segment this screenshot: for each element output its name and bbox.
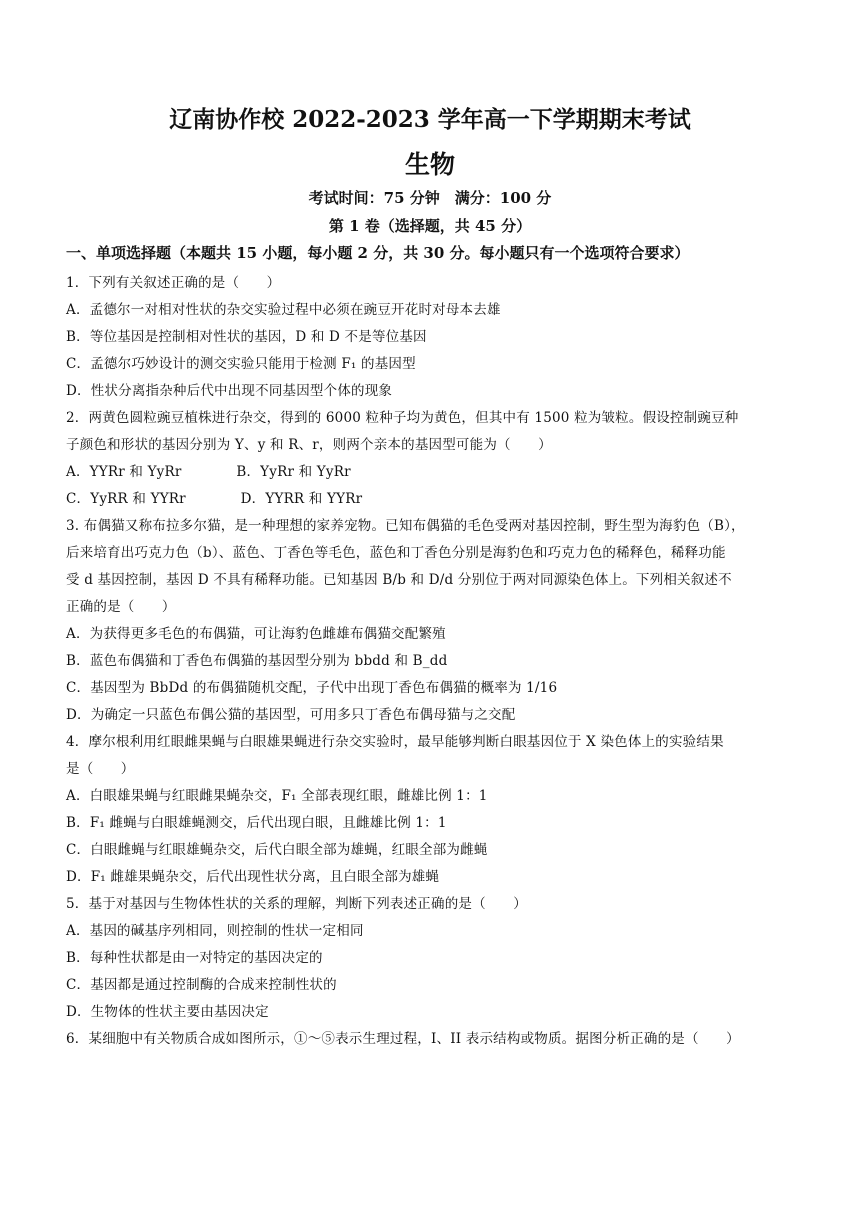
question-line: 是（ ） xyxy=(66,761,135,777)
option-line: B．等位基因是控制相对性状的基因，D 和 D 不是等位基因 xyxy=(66,329,427,345)
option-line: A．白眼雄果蝇与红眼雌果蝇杂交，F₁ 全部表现红眼，雌雄比例 1：1 xyxy=(66,788,488,804)
question-line: 子颜色和形状的基因分别为 Y、y 和 R、r，则两个亲本的基因型可能为（ ） xyxy=(66,437,552,453)
option-line: A．为获得更多毛色的布偶猫，可让海豹色雌雄布偶猫交配繁殖 xyxy=(66,626,446,642)
option-line: B．每种性状都是由一对特定的基因决定的 xyxy=(66,950,323,966)
question-line: 6．某细胞中有关物质合成如图所示，①～⑤表示生理过程，I、II 表示结构或物质。据图分析正确的是（ ） xyxy=(66,1031,740,1047)
option-line: B．F₁ 雌蝇与白眼雄蝇测交，后代出现白眼，且雌雄比例 1：1 xyxy=(66,815,447,831)
exam-info: 考试时间：75 分钟 满分：100 分 xyxy=(308,189,552,207)
section-heading: 一、单项选择题（本题共 15 小题，每小题 2 分，共 30 分。每小题只有一个选项符合要求） xyxy=(66,244,690,262)
question-line: 4．摩尔根利用红眼雌果蝇与白眼雄果蝇进行杂交实验时，最早能够判断白眼基因位于 X 染色体上的实验结果 xyxy=(66,734,724,750)
question-line: 3. 布偶猫又称布拉多尔猫，是一种理想的家养宠物。已知布偶猫的毛色受两对基因控制，野生型为海豹色（B）， xyxy=(66,518,745,534)
option-line: D．F₁ 雌雄果蝇杂交，后代出现性状分离，且白眼全部为雄蝇 xyxy=(66,869,440,885)
question-line: 2．两黄色圆粒豌豆植株进行杂交，得到的 6000 粒种子均为黄色，但其中有 1500 粒为皱粒。假设控制豌豆种 xyxy=(66,410,739,426)
option-line: D．生物体的性状主要由基因决定 xyxy=(66,1004,269,1020)
option-line: C．YyRR 和 YYRr D．YYRR 和 YYRr xyxy=(66,491,363,507)
option-line: D．性状分离指杂种后代中出现不同基因型个体的现象 xyxy=(66,383,393,399)
question-line: 1．下列有关叙述正确的是（ ） xyxy=(66,275,281,291)
exam-title: 辽南协作校 2022-2023 学年高一下学期期末考试 xyxy=(169,106,691,133)
option-line: C．白眼雌蝇与红眼雄蝇杂交，后代白眼全部为雄蝇，红眼全部为雌蝇 xyxy=(66,842,488,858)
option-line: C．基因都是通过控制酶的合成来控制性状的 xyxy=(66,977,337,993)
question-line: 后来培育出巧克力色（b）、蓝色、丁香色等毛色，蓝色和丁香色分别是海豹色和巧克力色的稀释色，稀释功能 xyxy=(66,545,726,561)
option-line: A．基因的碱基序列相同，则控制的性状一定相同 xyxy=(66,923,364,939)
option-line: C．基因型为 BbDd 的布偶猫随机交配，子代中出现丁香色布偶猫的概率为 1/16 xyxy=(66,680,558,696)
volume-heading: 第 1 卷（选择题，共 45 分） xyxy=(328,217,532,235)
option-line: A．YYRr 和 YyRr B．YyRr 和 YyRr xyxy=(66,464,351,480)
option-line: C．孟德尔巧妙设计的测交实验只能用于检测 F₁ 的基因型 xyxy=(66,356,416,372)
option-line: A．孟德尔一对相对性状的杂交实验过程中必须在豌豆开花时对母本去雄 xyxy=(66,302,501,318)
option-line: D．为确定一只蓝色布偶公猫的基因型，可用多只丁香色布偶母猫与之交配 xyxy=(66,707,516,723)
subject-title: 生物 xyxy=(404,150,455,179)
option-line: B．蓝色布偶猫和丁香色布偶猫的基因型分别为 bbdd 和 B_dd xyxy=(66,653,448,669)
question-line: 5．基于对基因与生物体性状的关系的理解，判断下列表述正确的是（ ） xyxy=(66,896,527,912)
question-line: 受 d 基因控制，基因 D 不具有稀释功能。已知基因 B/b 和 D/d 分别位于两对同源染色体上。下列相关叙述不 xyxy=(66,572,732,588)
question-line: 正确的是（ ） xyxy=(66,599,176,615)
